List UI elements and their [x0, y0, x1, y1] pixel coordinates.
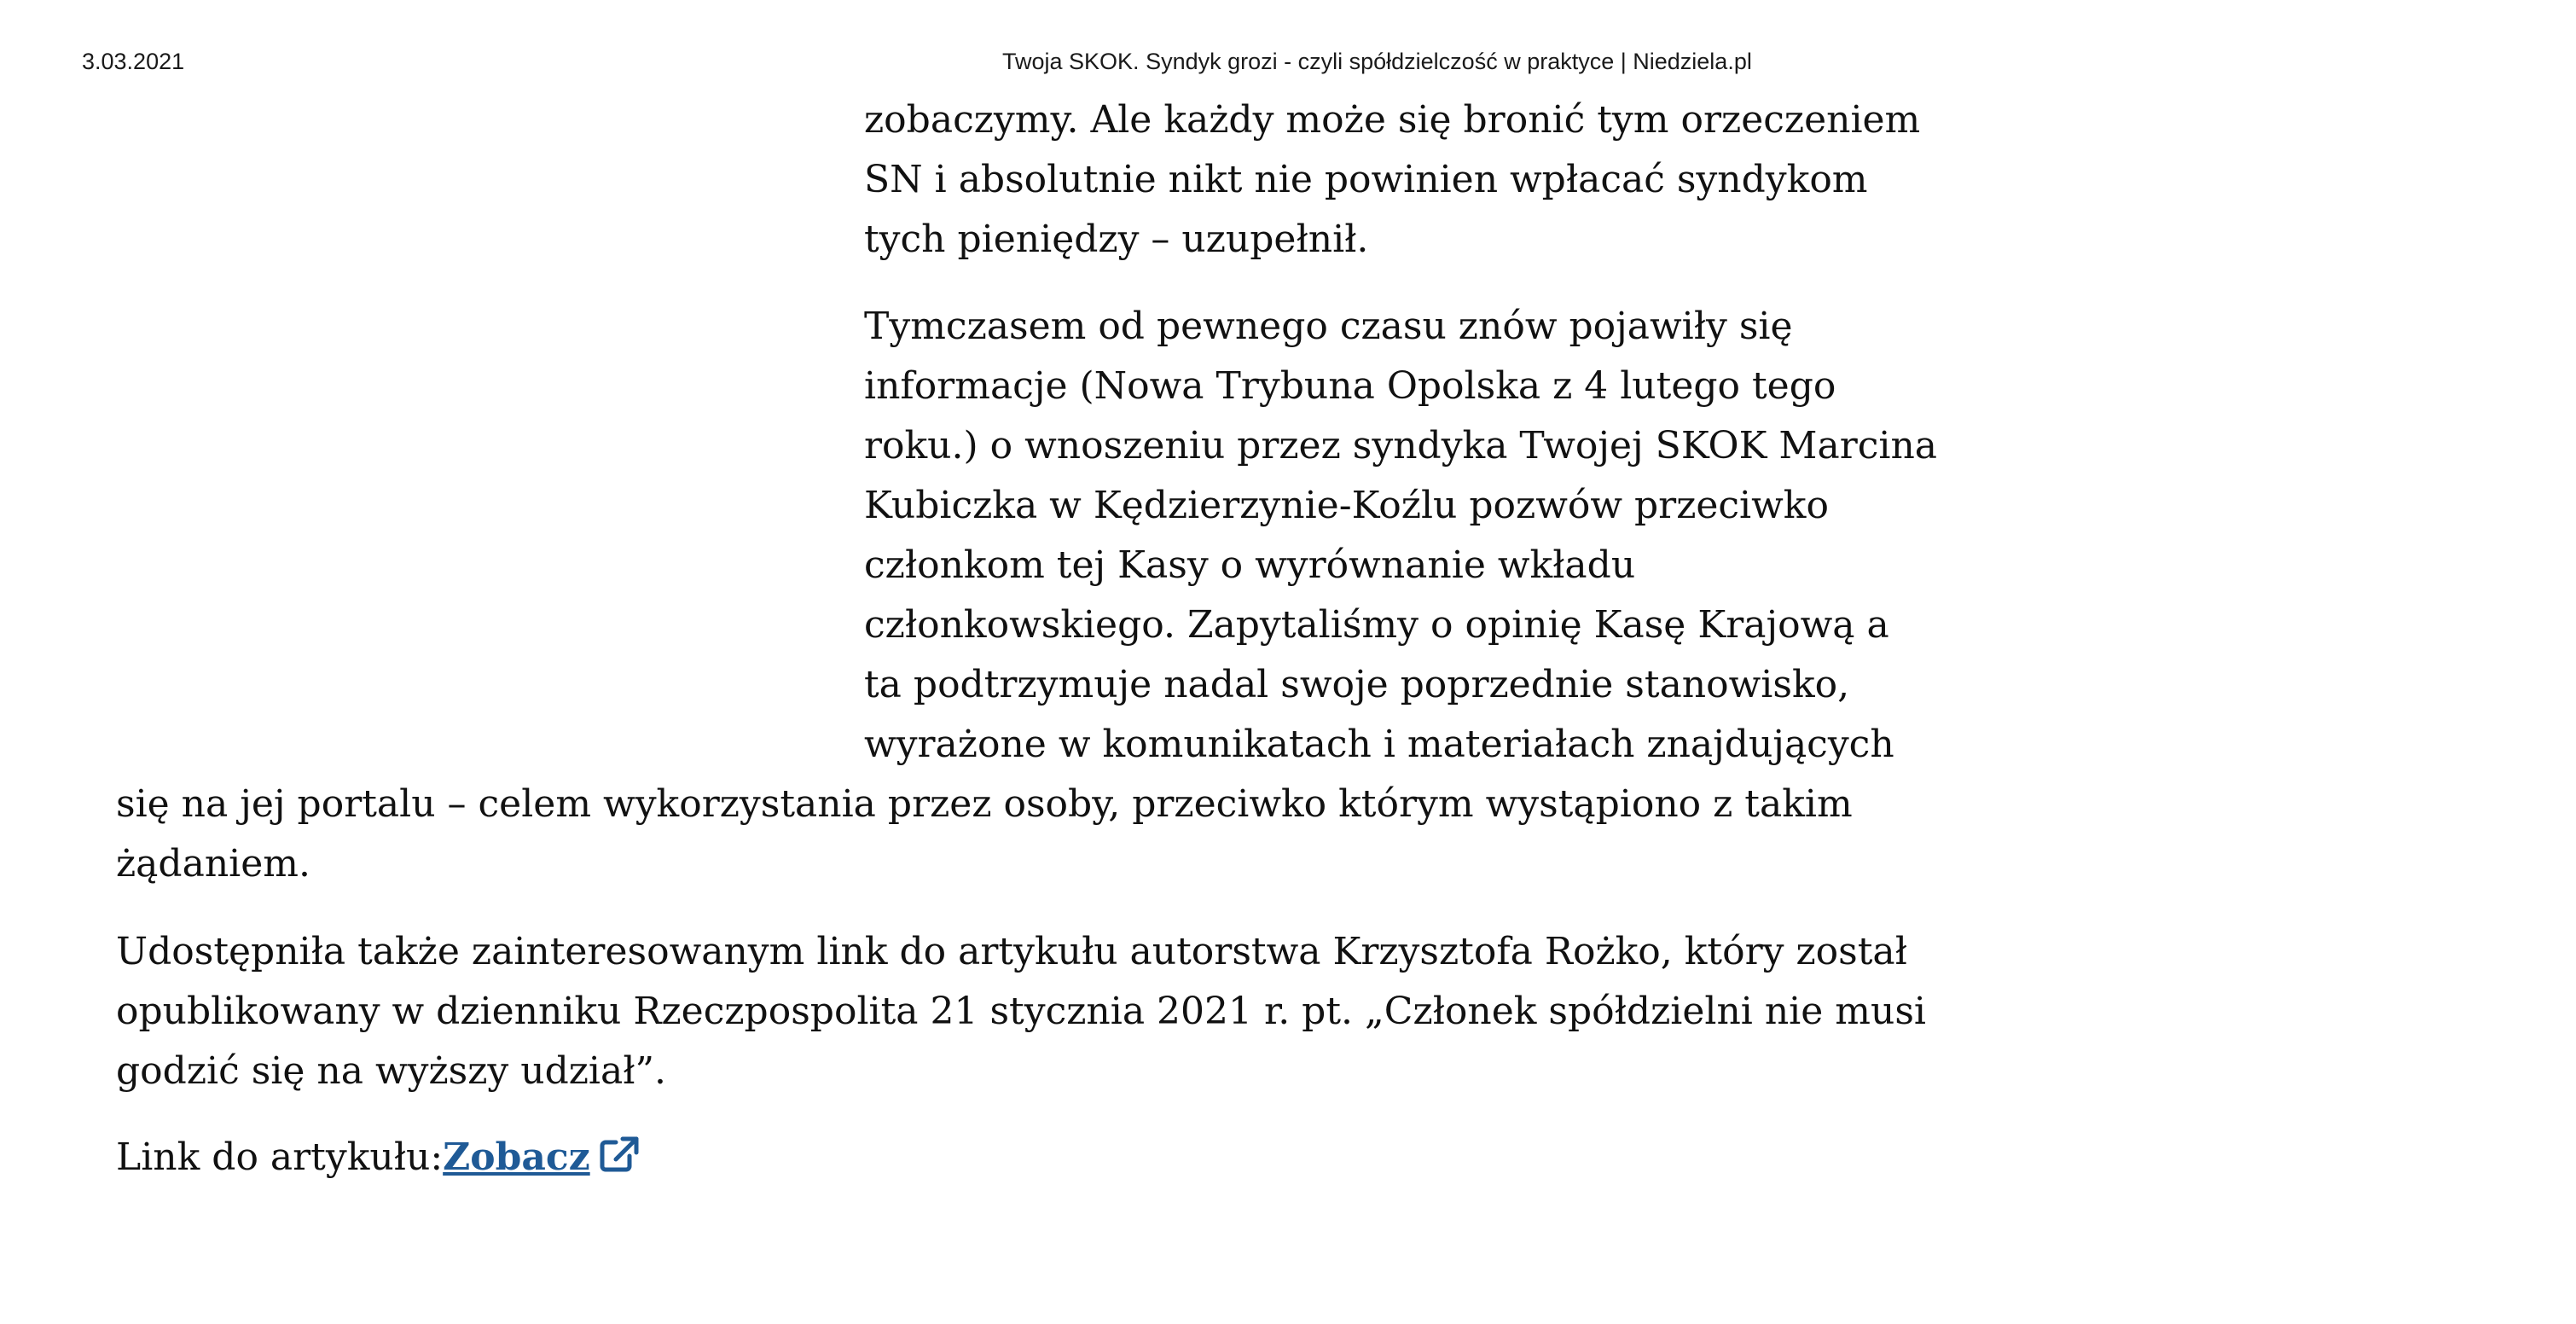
paragraph-line: roku.) o wnoszeniu przez syndyka Twojej SKOK Marcina	[864, 424, 1938, 467]
paragraph-line: członkom tej Kasy o wyrównanie wkładu	[864, 543, 1636, 587]
paragraph-line: zobaczymy. Ale każdy może się bronić tym orzeczeniem	[864, 98, 1921, 142]
paragraph-line: ta podtrzymuje nadal swoje poprzednie stanowisko,	[864, 663, 1850, 706]
paragraph-line: członkowskiego. Zapytaliśmy o opinię Kasę Krajową a	[864, 603, 1889, 647]
paragraph-quote-end	[864, 90, 1921, 270]
external-link-icon[interactable]	[599, 1131, 640, 1169]
paragraph-line: wyrażone w komunikatach i materiałach znajdujących	[864, 723, 1894, 766]
article-link-text[interactable]: Zobacz	[443, 1135, 590, 1179]
paragraph-line: Udostępniła także zainteresowanym link do artykułu autorstwa Krzysztofa Rożko, który został	[116, 930, 1907, 973]
paragraph-line: opublikowany w dzienniku Rzeczpospolita 21 stycznia 2021 r. pt. „Członek spółdzielni nie musi	[116, 990, 1926, 1033]
paragraph-lawsuits-continued	[116, 775, 1916, 894]
article-link-line	[116, 1128, 1916, 1188]
paragraph-line: Kubiczka w Kędzierzynie-Koźlu pozwów przeciwko	[864, 484, 1829, 527]
paragraph-line: się na jej portalu – celem wykorzystania przez osoby, przeciwko którym wystąpiono z takim	[116, 782, 1853, 826]
paragraph-line: informacje (Nowa Trybuna Opolska z 4 lutego tego	[864, 364, 1836, 408]
print-header	[0, 44, 2576, 78]
paragraph-line: tych pieniędzy – uzupełnił.	[864, 218, 1369, 261]
paragraph-line: żądaniem.	[116, 842, 310, 886]
print-date: 3.03.2021	[82, 49, 185, 74]
paragraph-lawsuits	[864, 297, 1938, 775]
article-link-label: Link do artykułu:	[116, 1135, 444, 1179]
paragraph-shared-link	[116, 922, 1926, 1101]
paragraph-line: Tymczasem od pewnego czasu znów pojawiły się	[864, 305, 1793, 348]
paragraph-line: godzić się na wyższy udział”.	[116, 1049, 666, 1093]
paragraph-line: SN i absolutnie nikt nie powinien wpłacać syndykom	[864, 158, 1868, 201]
print-page-title: Twoja SKOK. Syndyk grozi - czyli spółdzielczość w praktyce | Niedziela.pl	[1002, 49, 1752, 74]
article-link[interactable]	[443, 1135, 640, 1179]
